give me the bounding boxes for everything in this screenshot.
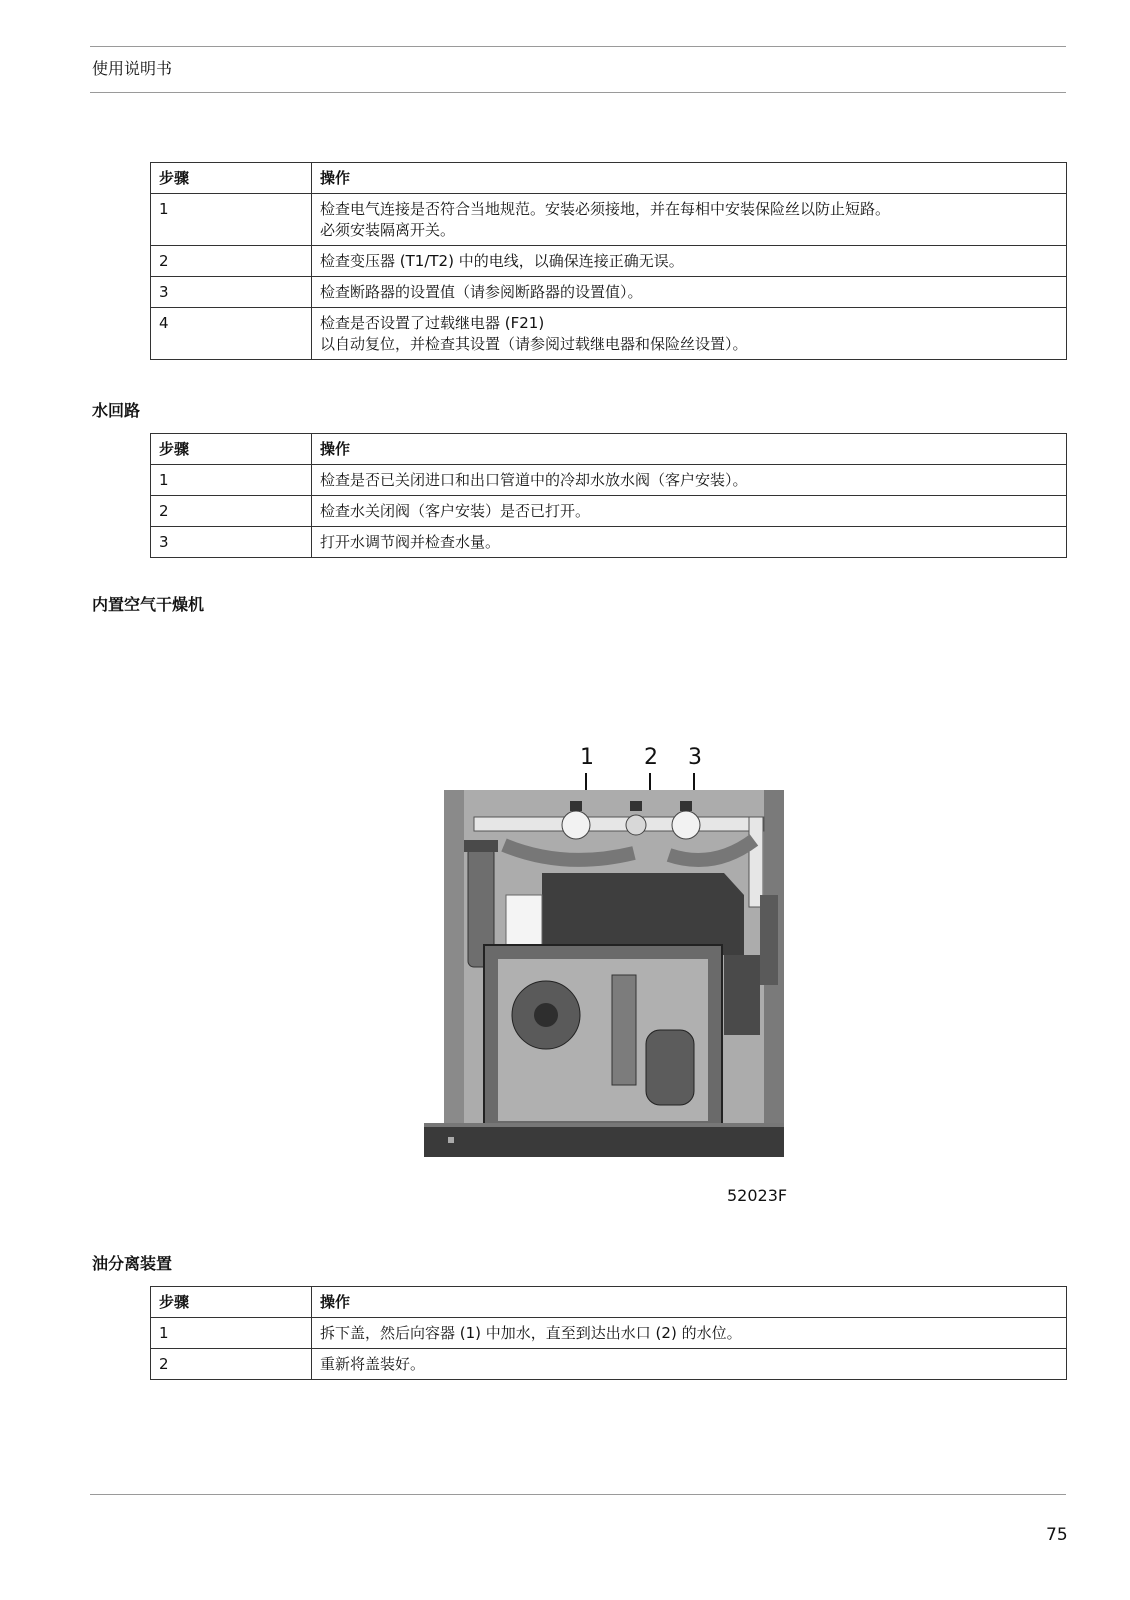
action-column-header: 操作 <box>312 163 1067 194</box>
page-number: 75 <box>1046 1525 1068 1545</box>
table-row <box>151 1318 1067 1349</box>
action-cell: 检查水关闭阀（客户安装）是否已打开。 <box>312 496 1067 527</box>
action-line: 检查电气连接是否符合当地规范。安装必须接地，并在每相中安装保险丝以防止短路。 <box>320 200 891 218</box>
electrical-check-table <box>150 162 1067 360</box>
table-row <box>151 308 1067 360</box>
table-row <box>151 496 1067 527</box>
step-column-header: 步骤 <box>151 434 312 465</box>
dryer-photo <box>424 745 794 1195</box>
action-cell <box>312 308 1067 360</box>
action-cell: 打开水调节阀并检查水量。 <box>312 527 1067 558</box>
action-column-header: 操作 <box>312 434 1067 465</box>
step-cell: 1 <box>151 465 312 496</box>
action-cell: 检查是否已关闭进口和出口管道中的冷却水放水阀（客户安装）。 <box>312 465 1067 496</box>
table-row <box>151 194 1067 246</box>
step-cell: 4 <box>151 308 312 360</box>
step-column-header: 步骤 <box>151 1287 312 1318</box>
table-header-row <box>151 434 1067 465</box>
action-cell <box>312 246 1067 277</box>
step-cell: 1 <box>151 1318 312 1349</box>
callout-1: 1 <box>580 745 594 770</box>
step-cell: 3 <box>151 527 312 558</box>
action-column-header: 操作 <box>312 1287 1067 1318</box>
oil-separator-table <box>150 1286 1067 1380</box>
water-circuit-table <box>150 433 1067 558</box>
callout-3: 3 <box>688 745 702 770</box>
step-cell: 2 <box>151 246 312 277</box>
action-line: 必须安装隔离开关。 <box>320 221 456 239</box>
header-top-rule <box>90 46 1066 47</box>
step-cell: 1 <box>151 194 312 246</box>
water-circuit-heading: 水回路 <box>92 401 141 420</box>
action-line: 以自动复位，并检查其设置（请参阅过载继电器和保险丝设置）。 <box>320 335 748 353</box>
table-row <box>151 465 1067 496</box>
action-cell <box>312 277 1067 308</box>
step-column-header: 步骤 <box>151 163 312 194</box>
step-cell: 2 <box>151 1349 312 1380</box>
step-cell: 2 <box>151 496 312 527</box>
table-row <box>151 527 1067 558</box>
oil-separator-heading: 油分离装置 <box>92 1254 173 1273</box>
action-cell: 重新将盖装好。 <box>312 1349 1067 1380</box>
figure-code: 52023F <box>727 1186 788 1205</box>
table-header-row <box>151 163 1067 194</box>
action-cell: 拆下盖，然后向容器 (1) 中加水，直至到达出水口 (2) 的水位。 <box>312 1318 1067 1349</box>
callout-2: 2 <box>644 745 658 770</box>
action-line: 检查断路器的设置值（请参阅断路器的设置值）。 <box>320 283 643 301</box>
action-cell <box>312 194 1067 246</box>
table-row <box>151 1349 1067 1380</box>
footer-rule <box>90 1494 1066 1495</box>
header-bottom-rule <box>90 92 1066 93</box>
table-header-row <box>151 1287 1067 1318</box>
step-cell: 3 <box>151 277 312 308</box>
action-line: 检查变压器 (T1/T2) 中的电线，以确保连接正确无误。 <box>320 252 684 270</box>
action-line: 检查是否设置了过载继电器 (F21) <box>320 314 545 332</box>
dryer-figure <box>424 745 794 1195</box>
dryer-heading: 内置空气干燥机 <box>92 595 205 614</box>
table-row <box>151 246 1067 277</box>
table-row <box>151 277 1067 308</box>
page-header-title: 使用说明书 <box>92 59 173 78</box>
